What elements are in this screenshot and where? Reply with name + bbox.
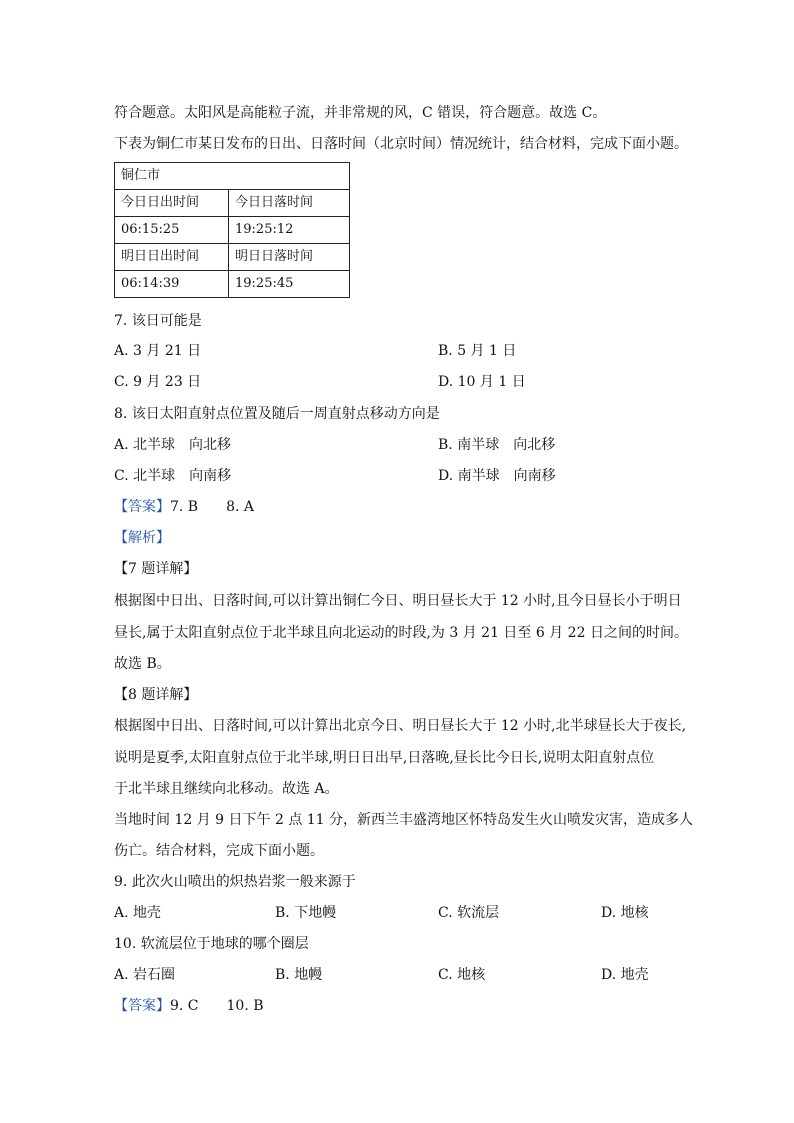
- table-row: [115, 190, 350, 217]
- question-10-stem: 10. 软流层位于地球的哪个圈层: [114, 936, 309, 952]
- detail-8-line: 根据图中日出、日落时间,可以计算出北京今日、明日昼长大于 12 小时,北半球昼长大于夜长,: [114, 718, 687, 734]
- analysis-tag: 【解析】: [114, 530, 170, 546]
- intro-line: 符合题意。太阳风是高能粒子流，并非常规的风，C 错误，符合题意。故选 C。: [114, 105, 607, 121]
- question-7-stem: 7. 该日可能是: [114, 313, 202, 329]
- answer-text: 7. B 8. A: [170, 499, 255, 515]
- q8-option-c: C. 北半球 向南移: [114, 468, 232, 484]
- detail-7-tag: 【7 题详解】: [114, 561, 198, 577]
- detail-7-line: 故选 B。: [114, 656, 171, 672]
- q8-option-a: A. 北半球 向北移: [114, 437, 232, 453]
- detail-8-line: 于北半球且继续向北移动。故选 A。: [114, 781, 339, 797]
- q9-option-c: C. 软流层: [438, 905, 500, 921]
- answer-tag: 【答案】: [114, 499, 170, 515]
- answer-1: [114, 498, 254, 516]
- table-cell: 06:14:39: [115, 271, 229, 298]
- question-8-stem: 8. 该日太阳直射点位置及随后一周直射点移动方向是: [114, 406, 440, 422]
- material-1: 下表为铜仁市某日发布的日出、日落时间（北京时间）情况统计，结合材料，完成下面小题。: [114, 136, 688, 152]
- q7-option-c: C. 9 月 23 日: [114, 374, 202, 390]
- table-row: [115, 217, 350, 244]
- detail-8-tag: 【8 题详解】: [114, 687, 198, 703]
- material-2-line: 当地时间 12 月 9 日下午 2 点 11 分，新西兰丰盛湾地区怀特岛发生火山喷发灾害，造成多人: [114, 812, 694, 828]
- q7-option-a: A. 3 月 21 日: [114, 343, 202, 359]
- q7-option-d: D. 10 月 1 日: [438, 374, 526, 390]
- answer-2: [114, 997, 264, 1015]
- question-9-stem: 9. 此次火山喷出的炽热岩浆一般来源于: [114, 874, 356, 890]
- table-row: [115, 244, 350, 271]
- q10-option-d: D. 地壳: [601, 967, 649, 983]
- q8-option-b: B. 南半球 向北移: [438, 437, 556, 453]
- q10-option-c: C. 地核: [438, 967, 486, 983]
- table-row: [115, 271, 350, 298]
- table-cell: 今日日出时间: [115, 190, 229, 217]
- table-cell: 今日日落时间: [229, 190, 350, 217]
- material-2-line: 伤亡。结合材料，完成下面小题。: [114, 843, 324, 859]
- sunrise-sunset-table: [114, 162, 350, 298]
- table-cell: 06:15:25: [115, 217, 229, 244]
- table-cell: 明日日落时间: [229, 244, 350, 271]
- table-cell: 明日日出时间: [115, 244, 229, 271]
- answer-text: 9. C 10. B: [170, 998, 264, 1014]
- q8-option-d: D. 南半球 向南移: [438, 468, 556, 484]
- q9-option-b: B. 下地幔: [275, 905, 337, 921]
- q9-option-a: A. 地壳: [114, 905, 162, 921]
- detail-8-line: 说明是夏季,太阳直射点位于北半球,明日日出早,日落晚,昼长比今日长,说明太阳直射点位: [114, 750, 655, 766]
- q9-option-d: D. 地核: [601, 905, 649, 921]
- detail-7-line: 昼长,属于太阳直射点位于北半球且向北运动的时段,为 3 月 21 日至 6 月 22 日之间的时间。: [114, 625, 688, 641]
- answer-tag: 【答案】: [114, 998, 170, 1014]
- q10-option-b: B. 地幔: [275, 967, 323, 983]
- table-city-cell: 铜仁市: [115, 163, 350, 190]
- detail-7-line: 根据图中日出、日落时间,可以计算出铜仁今日、明日昼长大于 12 小时,且今日昼长小于明日: [114, 593, 682, 609]
- q10-option-a: A. 岩石圈: [114, 967, 176, 983]
- table-cell: 19:25:45: [229, 271, 350, 298]
- table-cell: 19:25:12: [229, 217, 350, 244]
- q7-option-b: B. 5 月 1 日: [438, 343, 517, 359]
